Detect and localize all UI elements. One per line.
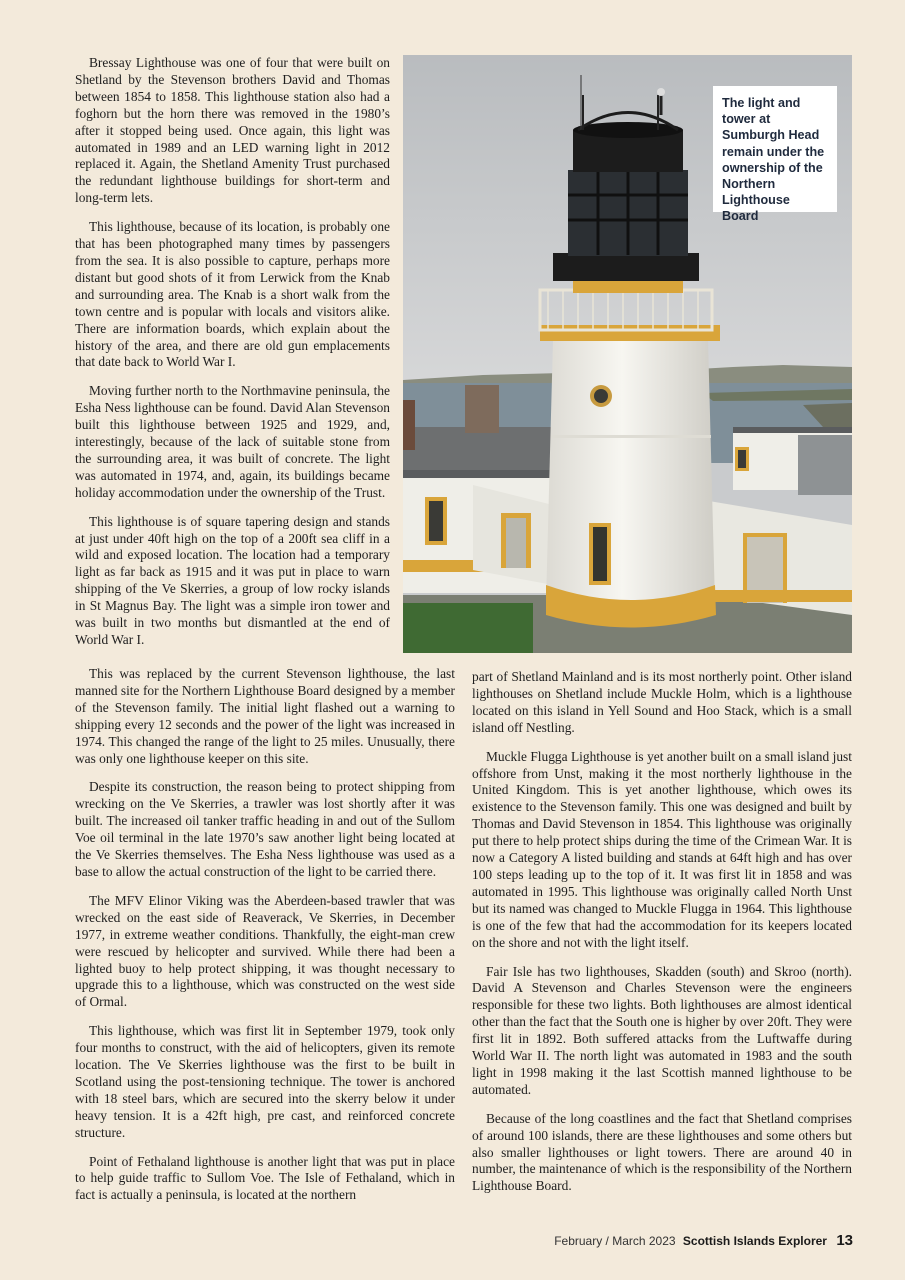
article-column-right — [472, 669, 852, 1207]
paragraph: This lighthouse, which was first lit in September 1979, took only four months to construct, with the aid of helicopters, given its remote location. The Ve Skerries lighthouse was the first to be built in Scotland using the post-tensioning technique. The tower is anchored with 18 steel bars, which are secured into the skerry below it under heavy tension. It is a 42ft high, pre cast, and reinforced concrete structure. — [75, 1023, 455, 1140]
page-number: 13 — [836, 1232, 853, 1249]
paragraph: Point of Fethaland lighthouse is another light that was put in place to help guide traffic to Sullom Voe. The Isle of Fethaland, which in fact is actually a peninsula, is located at the northern — [75, 1153, 455, 1203]
magazine-title: Scottish Islands Explorer — [682, 1234, 827, 1248]
article-column-left — [75, 666, 455, 1216]
paragraph: Moving further north to the Northmavine peninsula, the Esha Ness lighthouse can be found. David Alan Stevenson built this lighthouse between 1925 and 1929, and, interestingly, because of the lack of suitable stone from the surrounding area, it was built of concrete. The light was automated in 1974, and, again, its buildings became holiday accommodation under the ownership of the Trust. — [75, 383, 390, 500]
paragraph-continued: part of Shetland Mainland and is its most northerly point. Other island lighthouses on Shetland include Muckle Holm, which is a lighthouse located on this island in Yell Sound and Hoo Stack, which is a small island off Nestling. — [472, 669, 852, 735]
photo-caption: The light and tower at Sumburgh Head remain under the ownership of the Northern Lighthouse Board — [713, 86, 837, 212]
paragraph: This lighthouse is of square tapering design and stands at just under 40ft high on the top of a 200ft sea cliff in a wild and exposed location. The location had a temporary light as far back as 1915 and it was put in place to warn shipping of the Ve Skerries, a group of low rocky islands in St Magnus Bay. The light was a simple iron tower and was built in two months but dismantled at the end of World War I. — [75, 513, 390, 647]
paragraph: This lighthouse, because of its location, is probably one that has been photographed many times by passengers from the sea. It is also possible to capture, perhaps more distant but good shots of it from Lerwick from the Knab and surrounding area. The Knab is a short walk from the town centre and is popular with locals and visitors alike. There are information boards, which explain about the history of the area, and there are old gun emplacements that date back to World War I. — [75, 219, 390, 370]
paragraph: Muckle Flugga Lighthouse is yet another built on a small island just offshore from Unst, making it the most northerly lighthouse in the United Kingdom. This is yet another lighthouse, which owes its existence to the Stevenson family. This one was designed and built by Thomas and David Stevenson in 1854. This lighthouse was originally put there to help protect ships during the time of the Crimean War. It is now a Category A listed building and stands at 64ft high and has over 100 steps leading up to the top of it. It was first lit in 1858 and was automated in 1995. This lighthouse was originally called North Unst but its named was changed to Muckle Flugga in 1964. This lighthouse is one of the few that had the accommodation for its keepers located on the shore and not with the light itself. — [472, 748, 852, 950]
paragraph: This was replaced by the current Stevenson lighthouse, the last manned site for the Northern Lighthouse Board designed by a member of the Stevenson family. The initial light flashed out a warning to shipping every 12 seconds and the power of the light was increased in 1974. This changed the range of the light to 25 miles. Unusually, there was only one lighthouse keeper on this site. — [75, 666, 455, 766]
paragraph: Bressay Lighthouse was one of four that were built on Shetland by the Stevenson brothers David and Thomas between 1854 to 1858. This lighthouse station also had a foghorn but the horn there was removed in the 1980’s after it stopped being used. Once again, this light was automated in 1989 and an LED warning light in 2012 replaced it. Again, the Shetland Amenity Trust purchased the redundant lighthouse buildings for short-term and long-term lets. — [75, 55, 390, 206]
page-footer — [554, 1232, 853, 1249]
paragraph: Despite its construction, the reason being to protect shipping from wrecking on the Ve Skerries, a trawler was lost shortly after it was built. The increased oil tanker traffic heading in and out of the Sullom Voe oil terminal in the late 1970’s saw another light being located at the Ve Skerries themselves. The Esha Ness lighthouse was used as a base to allow the actual construction of the light to be carried there. — [75, 779, 455, 879]
article-column-top — [75, 55, 390, 661]
issue-date: February / March 2023 — [554, 1234, 676, 1248]
paragraph: Because of the long coastlines and the fact that Shetland comprises of around 100 islands, there are these lighthouses and some others but also smaller lighthouses or light towers. There are around 40 in number, the maintenance of which is the responsibility of the Northern Lighthouse Board. — [472, 1110, 852, 1194]
paragraph: Fair Isle has two lighthouses, Skadden (south) and Skroo (north). David A Stevenson and Charles Stevenson were the engineers responsible for these two lights. Both lighthouses are almost identical other than the fact that the South one is higher by over 20ft. They were first lit in 1892. Both suffered attacks from the Luftwaffe during World War II. The north light was automated in 1983 and the south light in 1998 making it the last Scottish manned lighthouse to be automated. — [472, 963, 852, 1097]
paragraph: The MFV Elinor Viking was the Aberdeen-based trawler that was wrecked on the east side of Reaverack, Ve Skerries, in December 1977, in extreme weather conditions. Thankfully, the eight-man crew were rescued by helicopter and survived. While there had been a lighted buoy to help protect shipping, it was thought necessary to upgrade this to a lighthouse, which was constructed on the west side of Ormal. — [75, 892, 455, 1010]
